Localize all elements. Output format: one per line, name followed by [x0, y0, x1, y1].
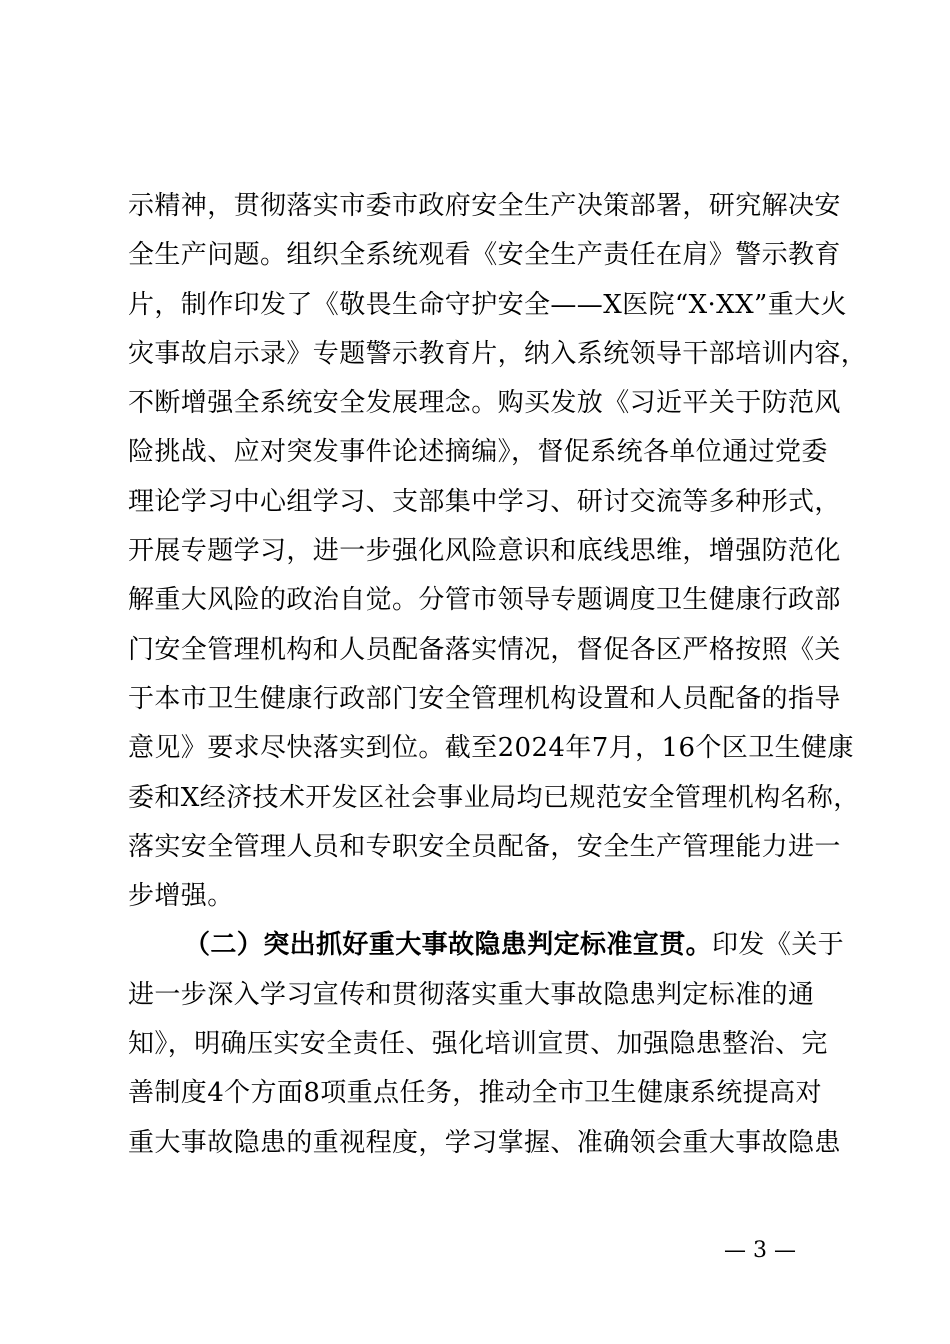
paragraph-2-first-line — [128, 921, 845, 970]
paragraph-1-line-8: 开展专题学习，进一步强化风险意识和底线思维，增强防范化 — [128, 536, 841, 567]
paragraph-1-line-5: 不断增强全系统安全发展理念。购买发放《习近平关于防范风 — [128, 388, 841, 419]
paragraph-1-line-4: 灾事故启示录》专题警示教育片，纳入系统领导干部培训内容， — [128, 338, 868, 369]
paragraph-1-line-10: 门安全管理机构和人员配备落实情况，督促各区严格按照《关 — [128, 634, 841, 665]
paragraph-1-line-13: 委和X经济技术开发区社会事业局均已规范安全管理机构名称， — [128, 782, 860, 813]
paragraph-2-line-2: 进一步深入学习宣传和贯彻落实重大事故隐患判定标准的通 — [128, 979, 815, 1010]
paragraph-1-line-6: 险挑战、应对突发事件论述摘编》，督促系统各单位通过党委 — [128, 437, 828, 468]
paragraph-2-line-4: 善制度4个方面8项重点任务，推动全市卫生健康系统提高对 — [128, 1078, 822, 1109]
section-heading: （二）突出抓好重大事故隐患判定标准宣贯。 — [184, 930, 713, 961]
paragraph-2-line-3: 知》，明确压实安全责任、强化培训宣贯、加强隐患整治、完 — [128, 1029, 828, 1060]
paragraph-2-line-1-text: 印发《关于 — [712, 930, 845, 961]
paragraph-1-line-9: 解重大风险的政治自觉。分管市领导专题调度卫生健康行政部 — [128, 585, 841, 616]
paragraph-2-line-5: 重大事故隐患的重视程度，学习掌握、准确领会重大事故隐患 — [128, 1127, 841, 1158]
paragraph-1-line-11: 于本市卫生健康行政部门安全管理机构设置和人员配备的指导 — [128, 683, 841, 714]
page-number: — 3 — — [724, 1238, 796, 1263]
paragraph-1-line-2: 全生产问题。组织全系统观看《安全生产责任在肩》警示教育 — [128, 240, 841, 271]
body-text — [128, 182, 868, 1168]
paragraph-1-line-12: 意见》要求尽快落实到位。截至2024年7月，16个区卫生健康 — [128, 733, 854, 764]
paragraph-1-line-15: 步增强。 — [128, 881, 234, 912]
paragraph-1-line-1: 示精神，贯彻落实市委市政府安全生产决策部署，研究解决安 — [128, 191, 841, 221]
paragraph-1-line-3: 片，制作印发了《敬畏生命守护安全——X医院“X·XX”重大火 — [128, 289, 847, 320]
paragraph-1-line-14: 落实安全管理人员和专职安全员配备，安全生产管理能力进一 — [128, 831, 841, 862]
paragraph-1-line-7: 理论学习中心组学习、支部集中学习、研讨交流等多种形式， — [128, 486, 841, 517]
